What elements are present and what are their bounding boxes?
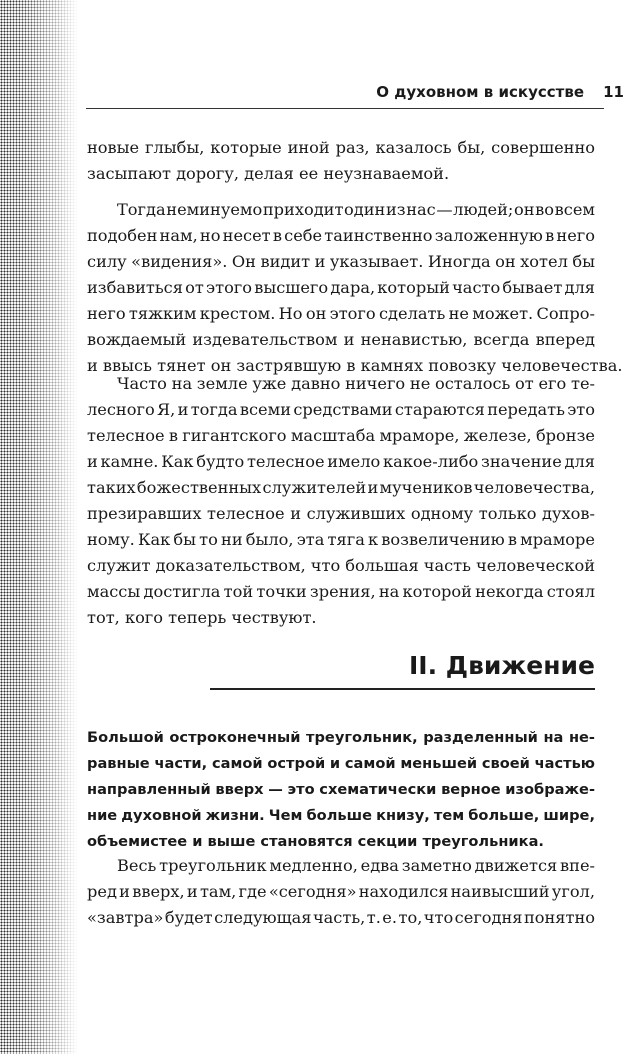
text-line: него тяжким крестом. Но он этого сделать не может. Сопро- — [87, 304, 595, 323]
section-heading-rule — [210, 688, 595, 690]
text-line: и камне. Как будто телесное имело какое-либо значение для — [87, 452, 595, 471]
text-line: служит доказательством, что большая часть человеческой — [87, 556, 595, 575]
text-line: телесное в гигантского масштаба мраморе, железе, бронзе — [87, 426, 595, 445]
text-line: избавиться от этого высшего дара, который часто бывает для — [87, 278, 595, 297]
text-line: подобен нам, но несет в себе таинственно заложенную в него — [87, 226, 595, 245]
text-line: вождаемый издевательством и ненавистью, всегда вперед — [87, 330, 595, 349]
text-line: засыпают дорогу, делая ее неузнаваемой. — [87, 164, 450, 183]
text-line: массы достигла той точки зрения, на которой некогда стоял — [87, 582, 595, 601]
text-line: равные части, самой острой и самой меньшей своей частью — [87, 755, 595, 772]
lead-paragraph — [87, 725, 595, 855]
text-line: объемистее и выше становятся секции треугольника. — [87, 833, 544, 850]
paragraph-1 — [87, 135, 595, 201]
text-line: Большой остроконечный треугольник, разделенный на не- — [87, 729, 595, 746]
text-line: лесного Я, и тогда всеми средствами стараются передать это — [87, 400, 595, 419]
running-header — [86, 83, 624, 105]
paragraph-3 — [87, 371, 595, 645]
header-rule — [86, 108, 604, 109]
text-line: ред и вверх, и там, где «сегодня» находился наивысший угол, — [87, 882, 595, 901]
text-line: ному. Как бы то ни было, эта тяга к возвеличению в мраморе — [87, 530, 595, 549]
text-line: ние духовной жизни. Чем больше книзу, тем больше, шире, — [87, 807, 595, 824]
section-heading: II. Движение — [409, 651, 595, 680]
text-line: тот, кого теперь чествуют. — [87, 608, 317, 627]
text-line: силу «видения». Он видит и указывает. Иногда он хотел бы — [87, 252, 595, 271]
text-line: новые глыбы, которые иной раз, казалось бы, совершенно — [87, 138, 595, 157]
page-number: 11 — [603, 83, 624, 101]
text-line: Весь треугольник медленно, едва заметно движется впе- — [117, 856, 595, 875]
text-line: Часто на земле уже давно ничего не осталось от его те- — [117, 374, 595, 393]
text-line: «завтра» будет следующая часть, т. е. то, что сегодня понятно — [87, 908, 595, 927]
page-edge-scan-shadow — [0, 0, 78, 1054]
text-line: и ввысь тянет он застрявшую в камнях повозку человечества. — [87, 356, 623, 375]
running-header-title: О духовном в искусстве — [376, 83, 584, 101]
text-line: таких божественных служителей и мучеников человечества, — [87, 478, 595, 497]
text-line: презиравших телесное и служивших одному только духов- — [87, 504, 595, 523]
paragraph-5 — [87, 853, 595, 945]
text-line: направленный вверх — это схематически верное изображе- — [87, 781, 595, 798]
paragraph-2 — [87, 197, 623, 393]
text-line: Тогда неминуемо приходит один из нас — людей; он во всем — [117, 200, 595, 219]
